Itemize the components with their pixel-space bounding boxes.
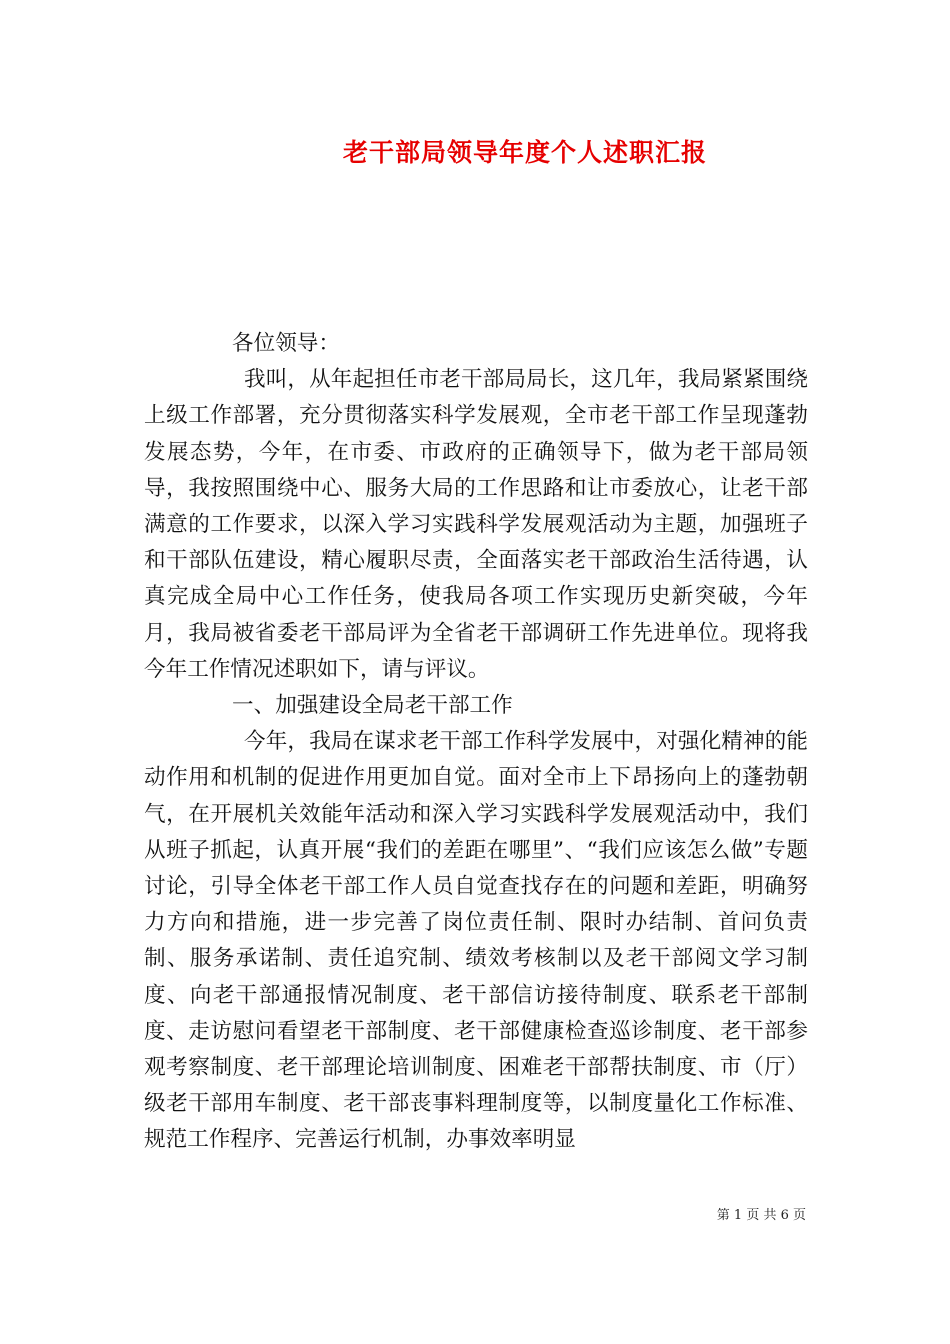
salutation: 各位领导： bbox=[232, 331, 340, 356]
section-heading: 一、加强建设全局老干部工作 bbox=[232, 693, 513, 719]
document-title: 老干部局领导年度个人述职汇报 bbox=[342, 138, 707, 167]
document-body bbox=[144, 326, 808, 1159]
page-footer: 第 1 页 共 6 页 bbox=[716, 1208, 806, 1223]
intro-paragraph: 我叫，从年起担任市老干部局局长，这几年，我局紧紧围绕上级工作部署，充分贯彻落实科学发展观，全市老干部工作呈现蓬勃发展态势，今年，在市委、市政府的正确领导下，做为老干部局领导，我按照围绕中心、服务大局的工作思路和让市委放心，让老干部满意的工作要求，以深入学习实践科学发展观活动为主题，加强班子和干部队伍建设，精心履职尽责，全面落实老干部政治生活待遇，认真完成全局中心工作任务，使我局各项工作实现历史新突破，今年月，我局被省委老干部局评为全省老干部调研工作先进单位。现将我今年工作情况述职如下，请与评议。 bbox=[144, 367, 808, 682]
section-paragraph: 今年，我局在谋求老干部工作科学发展中，对强化精神的能动作用和机制的促进作用更加自觉。面对全市上下昂扬向上的蓬勃朝气，在开展机关效能年活动和深入学习实践科学发展观活动中，我们从班子抓起，认真开展“我们的差距在哪里”、“我们应该怎么做”专题讨论，引导全体老干部工作人员自觉查找存在的问题和差距，明确努力方向和措施，进一步完善了岗位责任制、限时办结制、首问负责制、服务承诺制、责任追究制、绩效考核制以及老干部阅文学习制度、向老干部通报情况制度、老干部信访接待制度、联系老干部制度、走访慰问看望老干部制度、老干部健康检查巡诊制度、老干部参观考察制度、老干部理论培训制度、困难老干部帮扶制度、市（厅）级老干部用车制度、老干部丧事料理制度等，以制度量化工作标准、规范工作程序、完善运行机制，办事效率明显 bbox=[144, 729, 808, 1153]
